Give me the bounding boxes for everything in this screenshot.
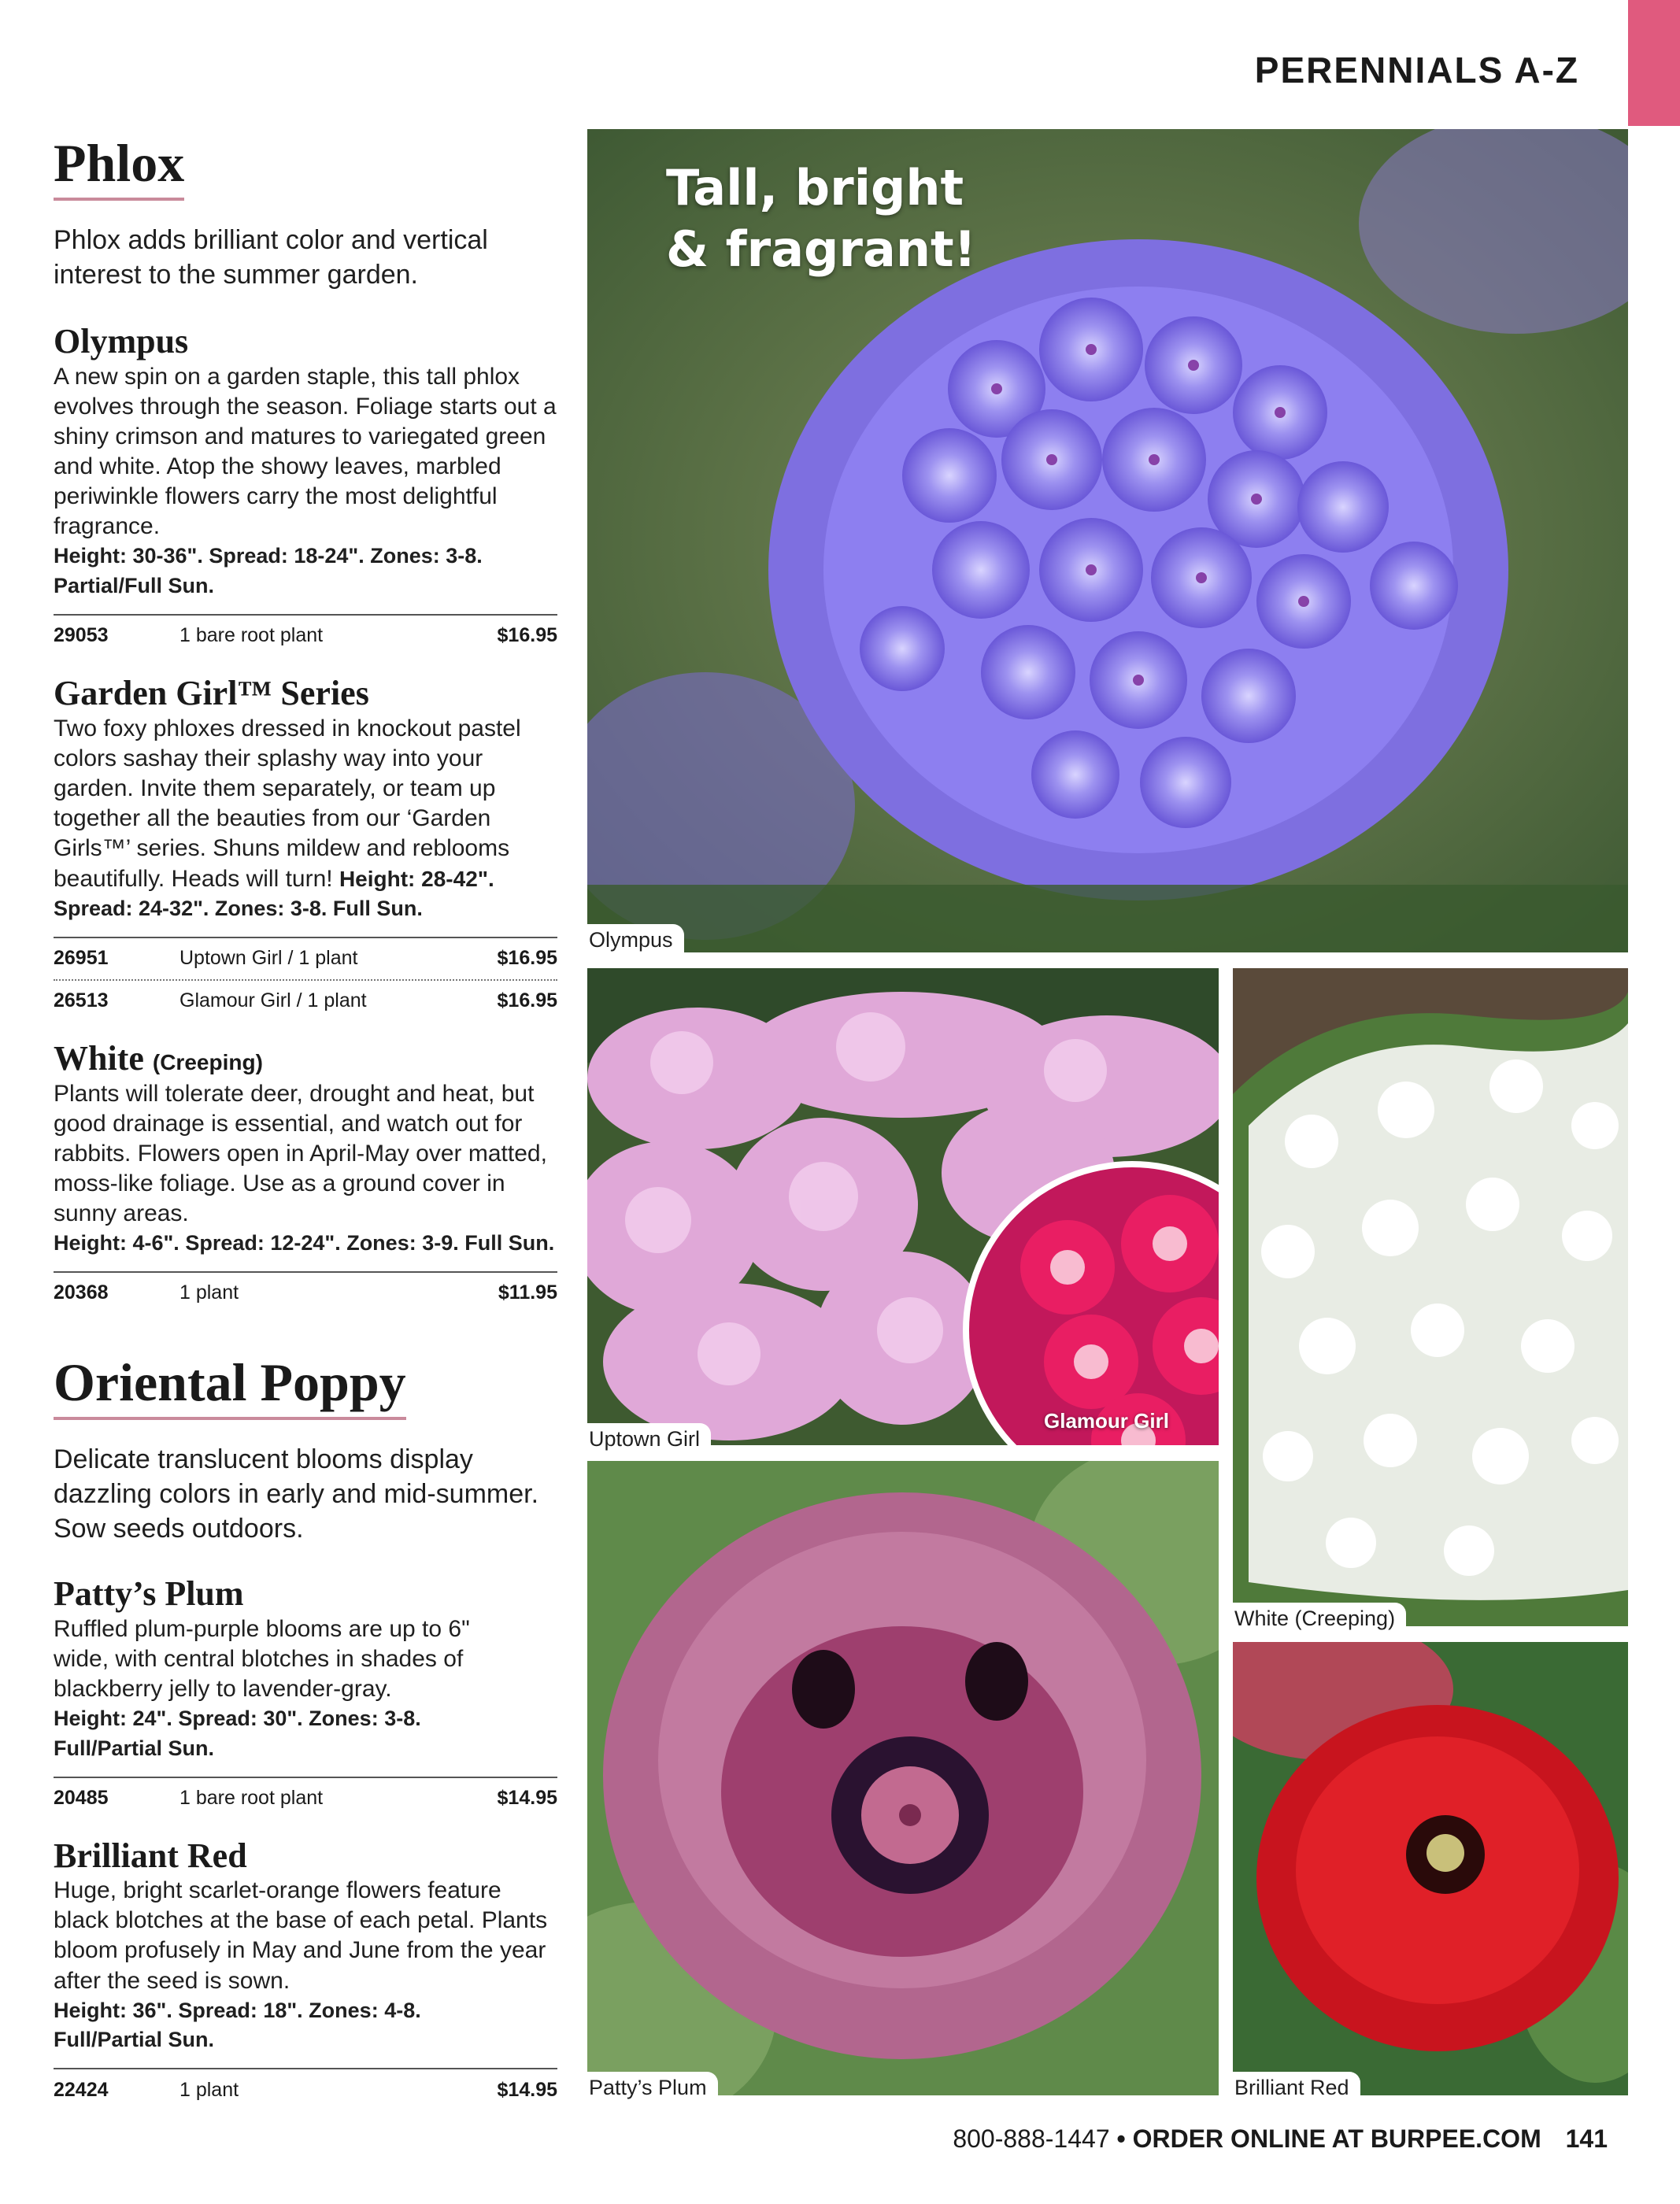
phlox-intro: Phlox adds brilliant color and vertical interest to the summer garden.	[54, 224, 488, 290]
page-footer	[953, 2124, 1608, 2154]
variety-description: Plants will tolerate deer, drought and heat, but good drainage is essential, and watch out for rabbits. Flowers open in April-May over matted, moss-like foliage. Use as a ground cover in sunny areas.	[54, 1080, 547, 1226]
variety-name: White	[54, 1038, 144, 1078]
order-row[interactable]	[54, 938, 557, 979]
item-price: $14.95	[497, 1787, 557, 1810]
photo-white-creeping	[1233, 968, 1628, 1626]
headline-line-2: & fragrant!	[666, 220, 976, 278]
item-price: $16.95	[497, 989, 557, 1012]
title-underline	[54, 198, 184, 201]
variety-description: Huge, bright scarlet-orange flowers feature black blotches at the base of each petal. Plants bloom profusely in May and June from the year after the seed is sown.	[54, 1877, 548, 1994]
photo-brilliant-red	[1233, 1642, 1628, 2095]
variety-specs: Height: 4-6". Spread: 12-24". Zones: 3-9. Full Sun.	[54, 1231, 555, 1255]
variety-name-wrap	[54, 1039, 557, 1079]
item-description: 1 bare root plant	[179, 624, 324, 647]
variety-description: A new spin on a garden staple, this tall phlox evolves through the season. Foliage starts out a shiny crimson and matures to variegated green and white. Atop the showy leaves, marbled periwinkle flowers carry the most delightful fragrance.	[54, 363, 557, 540]
item-description: Glamour Girl / 1 plant	[179, 989, 367, 1012]
caption-brilliant-red: Brilliant Red	[1233, 2072, 1360, 2105]
variety-description: Ruffled plum-purple blooms are up to 6" wide, with central blotches in shades of blackberry jelly to lavender-gray.	[54, 1615, 470, 1702]
variety-name: Patty’s Plum	[54, 1574, 244, 1614]
item-number: 26513	[54, 989, 109, 1012]
inset-label-glamour-girl: Glamour Girl	[1044, 1409, 1169, 1433]
phlox-title: Phlox	[54, 133, 185, 193]
variety-name: Brilliant Red	[54, 1836, 247, 1875]
variety-height: Height: 28-42".	[339, 866, 494, 891]
order-row[interactable]	[54, 1778, 557, 1819]
section-header: PERENNIALS A-Z	[1254, 50, 1579, 91]
photo-headline	[666, 157, 976, 279]
phone-number: 800-888-1447	[953, 2124, 1110, 2153]
poppy-title: Oriental Poppy	[54, 1352, 406, 1412]
product-white-creeping	[54, 1039, 557, 1314]
section-tab	[1628, 0, 1680, 126]
item-description: 1 bare root plant	[179, 1787, 324, 1810]
item-price: $14.95	[497, 2078, 557, 2101]
text-column	[54, 134, 557, 2110]
variety-name: Olympus	[54, 322, 189, 361]
item-description: Uptown Girl / 1 plant	[179, 947, 358, 970]
item-description: 1 plant	[179, 2078, 239, 2101]
poppy-intro: Delicate translucent blooms display dazzling colors in early and mid-summer. Sow seeds outdoors.	[54, 1444, 539, 1544]
item-price: $16.95	[497, 624, 557, 647]
item-price: $16.95	[497, 947, 557, 970]
item-number: 20485	[54, 1787, 109, 1810]
poppy-section	[54, 1353, 557, 2110]
phlox-heading-wrap	[54, 134, 184, 201]
headline-line-1: Tall, bright	[666, 159, 964, 216]
brilliant-red-poppy-image	[1233, 1642, 1628, 2095]
white-creeping-flowers-image	[1233, 968, 1628, 1626]
caption-white-creeping: White (Creeping)	[1233, 1603, 1406, 1636]
photo-uptown-girl	[587, 968, 1219, 1445]
variety-name: Garden Girl™ Series	[54, 673, 369, 712]
item-price: $11.95	[498, 1281, 557, 1304]
photo-pattys-plum	[587, 1461, 1219, 2095]
product-brilliant-red	[54, 1836, 557, 2111]
order-row[interactable]	[54, 2069, 557, 2110]
caption-olympus: Olympus	[587, 924, 684, 957]
variety-specs: Height: 30-36". Spread: 18-24". Zones: 3-8. Partial/Full Sun.	[54, 544, 483, 598]
page-number: 141	[1565, 2124, 1608, 2153]
item-number: 26951	[54, 947, 109, 970]
variety-description: Two foxy phloxes dressed in knockout pastel colors sashay their splashy way into your garden. Invite them separately, or team up together all the beauties from our ‘Garden Girls™’ series. Shuns mildew and reblooms beautifully. Heads will turn!	[54, 715, 521, 892]
product-garden-girl	[54, 674, 557, 1022]
variety-specs: Spread: 24-32". Zones: 3-8. Full Sun.	[54, 897, 423, 921]
item-number: 29053	[54, 624, 109, 647]
poppy-heading-wrap	[54, 1353, 406, 1420]
item-description: 1 plant	[179, 1281, 239, 1304]
title-underline	[54, 1417, 406, 1420]
caption-uptown-girl: Uptown Girl	[587, 1423, 711, 1456]
order-row[interactable]	[54, 981, 557, 1022]
item-number: 22424	[54, 2078, 109, 2101]
order-row[interactable]	[54, 1273, 557, 1314]
pattys-plum-poppy-image	[587, 1461, 1219, 2095]
order-row[interactable]	[54, 616, 557, 656]
variety-specs: Height: 36". Spread: 18". Zones: 4-8. Full/Partial Sun.	[54, 1998, 421, 2052]
phlox-section	[54, 134, 557, 1314]
footer-separator: •	[1116, 2124, 1126, 2153]
variety-description-wrap	[54, 714, 557, 895]
caption-pattys-plum: Patty’s Plum	[587, 2072, 718, 2105]
product-pattys-plum	[54, 1574, 557, 1818]
variety-specs: Height: 24". Spread: 30". Zones: 3-8. Full/Partial Sun.	[54, 1707, 421, 1760]
variety-qualifier: (Creeping)	[152, 1049, 263, 1074]
uptown-girl-flowers-image	[587, 968, 1219, 1445]
item-number: 20368	[54, 1281, 109, 1304]
order-online-link[interactable]: ORDER ONLINE AT BURPEE.COM	[1132, 2124, 1541, 2153]
product-olympus	[54, 322, 557, 656]
